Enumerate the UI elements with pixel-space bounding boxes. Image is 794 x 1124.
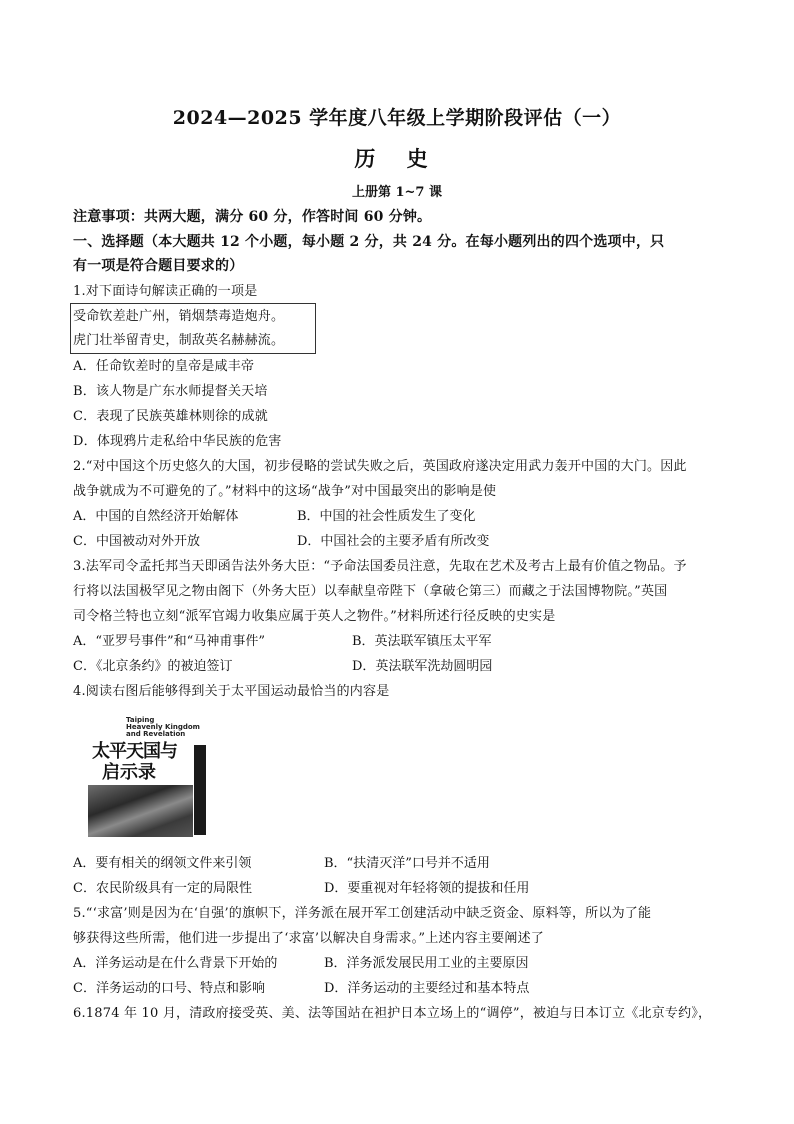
q3-stem-line1: 3.法军司令孟托邦当天即函告法外务大臣：“予命法国委员注意，先取在艺术及考古上最有价值之物品。予	[73, 559, 687, 574]
q4-option-a[interactable]: A．要有相关的纲领文件来引领	[73, 856, 252, 871]
q1-stem: 1.对下面诗句解读正确的一项是	[73, 284, 258, 299]
book-english-title: Taiping Heavenly Kingdom and Revelation	[126, 716, 200, 738]
q1-option-b[interactable]: B．该人物是广东水师提督关天培	[73, 384, 268, 399]
scope-line: 上册第 1~7 课	[351, 185, 443, 200]
q3-option-a[interactable]: A．“亚罗号事件”和“马神甫事件”	[73, 634, 265, 649]
q1-poem-line1: 受命钦差赴广州，销烟禁毒造炮舟。	[73, 309, 285, 324]
q3-stem-line3: 司令格兰特也立刻“派军官竭力收集应属于英人之物件。”材料所述行径反映的史实是	[73, 609, 556, 624]
q5-option-a[interactable]: A．洋务运动是在什么背景下开始的	[73, 956, 278, 971]
q3-option-d[interactable]: D．英法联军洗劫圆明园	[352, 659, 493, 674]
q3-option-c[interactable]: C．《北京条约》的被迫签订	[73, 659, 233, 674]
q5-option-d[interactable]: D．洋务运动的主要经过和基本特点	[324, 981, 530, 996]
q5-option-b[interactable]: B．洋务派发展民用工业的主要原因	[324, 956, 529, 971]
q2-option-c[interactable]: C．中国被动对外开放	[73, 534, 200, 549]
q4-option-c[interactable]: C．农民阶级具有一定的局限性	[73, 881, 252, 896]
book-cover-image	[88, 715, 207, 839]
section-heading-line2: 有一项是符合题目要求的）	[73, 258, 244, 274]
book-spine	[194, 745, 206, 835]
q1-option-a[interactable]: A．任命钦差时的皇帝是咸丰帝	[73, 359, 255, 374]
q4-stem: 4.阅读右图后能够得到关于太平国运动最恰当的内容是	[73, 684, 390, 699]
exam-title: 2024—2025 学年度八年级上学期阶段评估（一）	[172, 107, 622, 129]
q2-option-a[interactable]: A．中国的自然经济开始解体	[73, 509, 239, 524]
q1-option-d[interactable]: D．体现鸦片走私给中华民族的危害	[73, 434, 282, 449]
q5-stem-line2: 够获得这些所需，他们进一步提出了‘求富’以解决自身需求。”上述内容主要阐述了	[73, 931, 545, 946]
q1-option-c[interactable]: C．表现了民族英雄林则徐的成就	[73, 409, 268, 424]
book-title-line1: 太平天国与	[92, 741, 177, 762]
q1-poem-line2: 虎门壮举留青史，制敌英名赫赫流。	[73, 333, 285, 348]
q5-option-c[interactable]: C．洋务运动的口号、特点和影响	[73, 981, 265, 996]
q4-option-d[interactable]: D．要重视对年轻将领的提拔和任用	[324, 881, 530, 896]
q2-option-d[interactable]: D．中国社会的主要矛盾有所改变	[297, 534, 490, 549]
q2-stem-line1: 2.“对中国这个历史悠久的大国，初步侵略的尝试失败之后，英国政府遂决定用武力轰开中国的大门。因此	[73, 459, 687, 474]
section-heading-line1: 一、选择题（本大题共 12 个小题，每小题 2 分，共 24 分。在每小题列出的四个选项中，只	[73, 234, 665, 250]
book-cover-photo	[88, 785, 193, 837]
q3-option-b[interactable]: B．英法联军镇压太平军	[352, 634, 492, 649]
q5-stem-line1: 5.“‘求富’则是因为在‘自强’的旗帜下，洋务派在展开军工创建活动中缺乏资金、原料等，所以为了能	[73, 906, 652, 921]
book-title-line2: 启示录	[102, 762, 156, 783]
q2-stem-line2: 战争就成为不可避免的了。”材料中的这场“战争”对中国最突出的影响是使	[73, 484, 497, 499]
q4-option-b[interactable]: B．“扶清灭洋”口号并不适用	[324, 856, 490, 871]
q2-option-b[interactable]: B．中国的社会性质发生了变化	[297, 509, 476, 524]
subject-heading: 历 史	[354, 146, 440, 171]
notice-line: 注意事项：共两大题，满分 60 分，作答时间 60 分钟。	[73, 209, 432, 225]
q6-stem-line1: 6.1874 年 10 月，清政府接受英、美、法等国站在袒护日本立场上的“调停”，被迫与日本订立《北京专约》，	[73, 1006, 712, 1021]
q3-stem-line2: 行将以法国极罕见之物由阁下（外务大臣）以奉献皇帝陛下（拿破仑第三）而藏之于法国博物院。”英国	[73, 584, 668, 599]
